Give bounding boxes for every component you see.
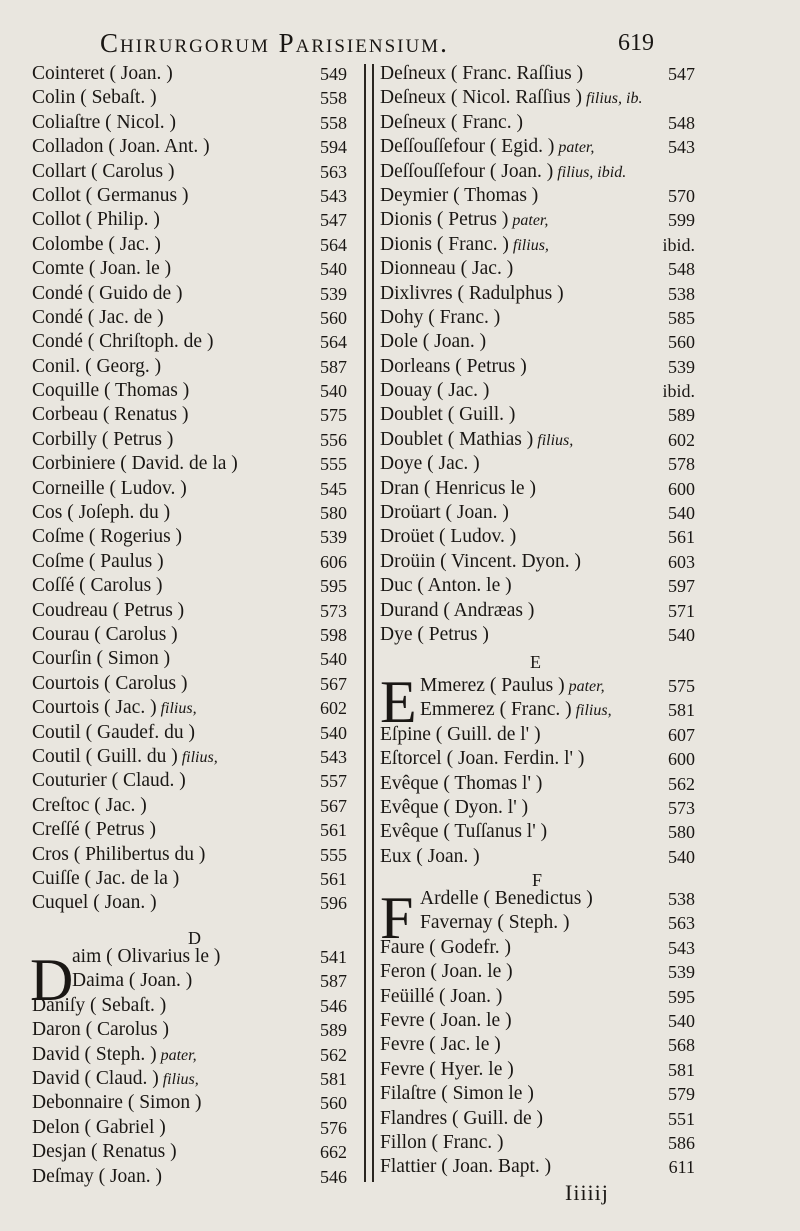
entry-page: 539 xyxy=(668,962,695,983)
index-entry xyxy=(32,452,357,476)
entry-name: Dohy ( Franc. ) xyxy=(380,306,501,328)
index-entry xyxy=(32,1018,357,1042)
entry-name: Fevre ( Hyer. le ) xyxy=(380,1058,514,1080)
index-entry xyxy=(380,820,705,844)
entry-page: 575 xyxy=(668,676,695,696)
index-entry xyxy=(380,184,705,208)
entry-page: 587 xyxy=(320,356,347,377)
entry-name: Deſneux ( Nicol. Raſſius ) filius, ib. xyxy=(380,87,643,109)
index-entry xyxy=(32,574,357,598)
index-entry xyxy=(32,550,357,574)
index-entry xyxy=(380,208,705,232)
entry-name: Coliaſtre ( Nicol. ) xyxy=(32,111,177,133)
entry-page: 585 xyxy=(668,307,695,328)
entry-tag: filius, xyxy=(508,236,549,254)
entry-name: Courtois ( Jac. ) filius, xyxy=(32,697,197,719)
index-entry xyxy=(32,501,357,525)
entry-name: Cos ( Joſeph. du ) xyxy=(32,502,171,524)
index-entry xyxy=(32,745,357,769)
entry-page: 589 xyxy=(320,1020,347,1041)
entry-tag: filius, xyxy=(177,748,218,766)
entry-page: 594 xyxy=(320,137,347,158)
entry-name: Condé ( Jac. de ) xyxy=(32,306,164,328)
entry-name: Doublet ( Mathias ) filius, xyxy=(380,428,574,450)
index-entry xyxy=(32,721,357,745)
entry-name: Courtois ( Carolus ) xyxy=(32,672,188,694)
entry-page: 545 xyxy=(320,478,347,499)
index-entry xyxy=(32,969,357,993)
entry-page: 543 xyxy=(668,937,695,958)
index-entry xyxy=(380,574,705,598)
index-entry xyxy=(380,1107,705,1131)
index-entry xyxy=(32,1165,357,1189)
entry-page: ibid. xyxy=(662,381,695,402)
entry-name: Coſme ( Rogerius ) xyxy=(32,526,183,548)
entry-name: Deſſouſſefour ( Egid. ) pater, xyxy=(380,136,595,158)
index-entry xyxy=(380,111,705,135)
index-entry xyxy=(380,960,705,984)
entry-name: Daron ( Carolus ) xyxy=(32,1019,170,1041)
entry-page: 557 xyxy=(320,771,347,792)
entry-name: Cuiſſe ( Jac. de la ) xyxy=(32,867,180,889)
left-column xyxy=(32,62,357,916)
entry-name: Deſneux ( Franc. ) xyxy=(380,111,523,133)
entry-name: Evêque ( Tuſſanus l' ) xyxy=(380,821,548,843)
dropcap-f: F xyxy=(380,885,414,951)
entry-name: Debonnaire ( Simon ) xyxy=(32,1092,202,1114)
entry-page: 580 xyxy=(668,822,695,843)
index-entry xyxy=(380,845,705,869)
entry-name: Coſme ( Paulus ) xyxy=(32,550,164,572)
index-entry xyxy=(380,452,705,476)
entry-name: Corbiniere ( David. de la ) xyxy=(32,453,238,475)
entry-page: 549 xyxy=(320,64,347,84)
entry-page: 581 xyxy=(668,700,695,721)
index-entry xyxy=(380,379,705,403)
index-entry xyxy=(380,623,705,647)
entry-name: Colladon ( Joan. Ant. ) xyxy=(32,136,210,158)
entry-page: 595 xyxy=(320,576,347,597)
entry-name: Faure ( Godefr. ) xyxy=(380,936,512,958)
entry-page: 538 xyxy=(668,889,695,909)
entry-page: 602 xyxy=(668,429,695,450)
section-letter-e: E xyxy=(530,652,541,672)
entry-page: 551 xyxy=(668,1108,695,1129)
index-entry xyxy=(380,86,705,110)
entry-page: 541 xyxy=(320,947,347,967)
entry-name: Conil. ( Georg. ) xyxy=(32,355,162,377)
right-column xyxy=(380,62,705,647)
entry-name: Duc ( Anton. le ) xyxy=(380,575,512,597)
entry-page: 558 xyxy=(320,112,347,133)
index-entry xyxy=(380,477,705,501)
entry-page: 547 xyxy=(668,64,695,84)
entry-name: Cuquel ( Joan. ) xyxy=(32,892,157,914)
index-entry xyxy=(380,723,705,747)
entry-tag: filius, xyxy=(571,702,612,720)
entry-name: Flattier ( Joan. Bapt. ) xyxy=(380,1156,552,1178)
column-rule xyxy=(372,64,374,1182)
entry-name: Dye ( Petrus ) xyxy=(380,623,489,645)
entry-page: 540 xyxy=(668,503,695,524)
entry-page: 662 xyxy=(320,1142,347,1163)
entry-name: Doye ( Jac. ) xyxy=(380,453,480,475)
index-entry xyxy=(32,994,357,1018)
entry-page: 560 xyxy=(320,1093,347,1114)
index-entry xyxy=(380,403,705,427)
entry-page: 581 xyxy=(320,1068,347,1089)
entry-name: Evêque ( Thomas l' ) xyxy=(380,772,543,794)
index-entry xyxy=(380,355,705,379)
index-entry xyxy=(380,160,705,184)
entry-page: 555 xyxy=(320,844,347,865)
entry-page: 543 xyxy=(320,746,347,767)
entry-name: Colin ( Sebaſt. ) xyxy=(32,87,157,109)
entry-name: Fevre ( Jac. le ) xyxy=(380,1034,501,1056)
index-entry xyxy=(32,525,357,549)
entry-page: 540 xyxy=(320,259,347,280)
entry-page: 570 xyxy=(668,185,695,206)
index-entry xyxy=(32,945,357,969)
entry-page: 561 xyxy=(320,820,347,841)
entry-page: 540 xyxy=(668,624,695,645)
entry-name: Daniſy ( Sebaſt. ) xyxy=(32,994,167,1016)
entry-page: 606 xyxy=(320,551,347,572)
entry-name: Douay ( Jac. ) xyxy=(380,380,490,402)
entry-page: 540 xyxy=(320,722,347,743)
index-entry xyxy=(32,135,357,159)
entry-page: 547 xyxy=(320,210,347,231)
section-letter-f: F xyxy=(532,870,543,890)
index-entry xyxy=(32,62,357,86)
entry-name: Deſneux ( Franc. Raſſius ) xyxy=(380,63,584,84)
index-entry xyxy=(32,672,357,696)
index-entry xyxy=(380,1131,705,1155)
index-entry xyxy=(380,1155,705,1179)
running-header xyxy=(0,28,800,64)
entry-name: Favernay ( Steph. ) xyxy=(420,912,570,934)
index-entry xyxy=(380,796,705,820)
index-entry xyxy=(380,698,705,722)
entry-page: 573 xyxy=(320,600,347,621)
column-rule xyxy=(364,64,366,1182)
entry-name: Creſtoc ( Jac. ) xyxy=(32,794,147,816)
entry-name: Droüet ( Ludov. ) xyxy=(380,526,517,548)
entry-name: Eſpine ( Guill. de l' ) xyxy=(380,723,541,745)
entry-tag: filius, xyxy=(158,1070,199,1088)
entry-name: Dionis ( Franc. ) filius, xyxy=(380,233,549,255)
index-entry xyxy=(380,674,705,698)
entry-page: 602 xyxy=(320,698,347,719)
entry-tag: pater, xyxy=(554,139,595,157)
section-f-entries xyxy=(380,887,705,1180)
entry-page: 597 xyxy=(668,576,695,597)
page-title: Chirurgorum Parisiensium. xyxy=(100,28,449,58)
entry-tag: pater, xyxy=(156,1046,197,1064)
index-entry xyxy=(380,501,705,525)
entry-name: Collot ( Germanus ) xyxy=(32,184,189,206)
dropcap-d: D xyxy=(30,947,74,1013)
entry-name: Droüin ( Vincent. Dyon. ) xyxy=(380,550,582,572)
entry-page: 600 xyxy=(668,749,695,770)
index-entry xyxy=(32,477,357,501)
entry-name: Dorleans ( Petrus ) xyxy=(380,355,527,377)
index-entry xyxy=(32,306,357,330)
index-entry xyxy=(32,843,357,867)
entry-name: Deſmay ( Joan. ) xyxy=(32,1165,162,1187)
entry-page: 575 xyxy=(320,405,347,426)
entry-page: 561 xyxy=(668,527,695,548)
entry-page: ibid. xyxy=(662,234,695,255)
section-e-entries xyxy=(380,669,705,869)
entry-name: Dionneau ( Jac. ) xyxy=(380,258,514,280)
index-entry xyxy=(32,1043,357,1067)
entry-page: 540 xyxy=(320,381,347,402)
entry-page: 556 xyxy=(320,429,347,450)
entry-page: 560 xyxy=(668,332,695,353)
index-entry xyxy=(32,233,357,257)
entry-name: Comte ( Joan. le ) xyxy=(32,258,172,280)
entry-name: Emmerez ( Franc. ) filius, xyxy=(420,699,612,721)
entry-page: 563 xyxy=(668,913,695,934)
entry-page: 567 xyxy=(320,673,347,694)
index-entry xyxy=(380,599,705,623)
index-entry xyxy=(32,403,357,427)
entry-page: 599 xyxy=(668,210,695,231)
index-entry xyxy=(380,911,705,935)
entry-page: 563 xyxy=(320,161,347,182)
index-entry xyxy=(380,257,705,281)
entry-name: Colombe ( Jac. ) xyxy=(32,233,161,255)
entry-page: 548 xyxy=(668,259,695,280)
entry-page: 580 xyxy=(320,503,347,524)
entry-name: Courau ( Carolus ) xyxy=(32,623,178,645)
index-entry xyxy=(32,330,357,354)
entry-name: Dionis ( Petrus ) pater, xyxy=(380,209,549,231)
entry-page: 548 xyxy=(668,112,695,133)
entry-name: Dixlivres ( Radulphus ) xyxy=(380,282,564,304)
entry-name: Courſin ( Simon ) xyxy=(32,648,171,670)
index-entry xyxy=(380,550,705,574)
entry-name: aim ( Olivarius le ) xyxy=(72,946,221,967)
index-entry xyxy=(32,1067,357,1091)
entry-page: 573 xyxy=(668,797,695,818)
entry-page: 543 xyxy=(668,137,695,158)
index-entry xyxy=(32,111,357,135)
entry-name: Mmerez ( Paulus ) pater, xyxy=(420,675,605,696)
entry-page: 571 xyxy=(668,600,695,621)
entry-name: Dran ( Henricus le ) xyxy=(380,477,536,499)
entry-page: 611 xyxy=(668,1157,695,1178)
entry-name: Feüillé ( Joan. ) xyxy=(380,985,503,1007)
entry-page: 567 xyxy=(320,795,347,816)
entry-page: 579 xyxy=(668,1084,695,1105)
index-entry xyxy=(32,599,357,623)
entry-page: 546 xyxy=(320,1166,347,1187)
entry-name: Deymier ( Thomas ) xyxy=(380,184,539,206)
entry-page: 595 xyxy=(668,986,695,1007)
entry-page: 539 xyxy=(320,283,347,304)
index-entry xyxy=(32,355,357,379)
entry-page: 586 xyxy=(668,1132,695,1153)
entry-page: 587 xyxy=(320,971,347,992)
entry-name: Condé ( Chriſtoph. de ) xyxy=(32,331,214,353)
entry-tag: pater, xyxy=(508,212,549,230)
entry-name: Fillon ( Franc. ) xyxy=(380,1131,504,1153)
entry-name: Droüart ( Joan. ) xyxy=(380,502,509,524)
entry-name: Durand ( Andræas ) xyxy=(380,599,535,621)
entry-name: Doublet ( Guill. ) xyxy=(380,404,516,426)
entry-name: Evêque ( Dyon. l' ) xyxy=(380,796,529,818)
entry-name: Delon ( Gabriel ) xyxy=(32,1116,166,1138)
entry-name: Corneille ( Ludov. ) xyxy=(32,477,187,499)
index-entry xyxy=(380,282,705,306)
entry-name: Eux ( Joan. ) xyxy=(380,845,480,867)
index-entry xyxy=(32,257,357,281)
entry-name: Filaſtre ( Simon le ) xyxy=(380,1083,534,1105)
index-entry xyxy=(32,1140,357,1164)
entry-page: 562 xyxy=(668,773,695,794)
entry-page: 540 xyxy=(320,649,347,670)
index-entry xyxy=(380,233,705,257)
index-entry xyxy=(32,891,357,915)
index-entry xyxy=(32,184,357,208)
entry-name: Cointeret ( Joan. ) xyxy=(32,63,173,84)
entry-page: 540 xyxy=(668,1010,695,1031)
entry-page: 543 xyxy=(320,185,347,206)
index-entry xyxy=(32,696,357,720)
entry-page: 546 xyxy=(320,995,347,1016)
index-entry xyxy=(32,623,357,647)
entry-name: Deſſouſſefour ( Joan. ) filius, ibid. xyxy=(380,160,627,182)
entry-page: 539 xyxy=(320,527,347,548)
index-entry xyxy=(380,747,705,771)
entry-name: Corbilly ( Petrus ) xyxy=(32,428,174,450)
entry-name: Eſtorcel ( Joan. Ferdin. l' ) xyxy=(380,748,585,770)
index-entry xyxy=(32,379,357,403)
index-entry xyxy=(380,936,705,960)
section-d-entries xyxy=(32,945,357,1189)
dropcap-e: E xyxy=(380,669,417,735)
entry-page: 538 xyxy=(668,283,695,304)
entry-name: Creſſé ( Petrus ) xyxy=(32,819,157,841)
index-entry xyxy=(32,282,357,306)
entry-page: 589 xyxy=(668,405,695,426)
entry-name: Daima ( Joan. ) xyxy=(72,970,193,992)
index-entry xyxy=(32,1091,357,1115)
entry-page: 581 xyxy=(668,1059,695,1080)
entry-tag: filius, xyxy=(533,431,574,449)
index-entry xyxy=(380,428,705,452)
entry-name: David ( Claud. ) filius, xyxy=(32,1067,199,1089)
index-entry xyxy=(32,86,357,110)
index-entry xyxy=(32,160,357,184)
index-entry xyxy=(32,1116,357,1140)
index-entry xyxy=(32,647,357,671)
index-entry xyxy=(380,1009,705,1033)
index-entry xyxy=(380,1082,705,1106)
entry-page: 561 xyxy=(320,868,347,889)
entry-tag: filius, ibid. xyxy=(553,163,627,181)
entry-page: 598 xyxy=(320,624,347,645)
entry-page: 540 xyxy=(668,846,695,867)
entry-tag: filius, ib. xyxy=(582,90,643,108)
entry-name: Feron ( Joan. le ) xyxy=(380,961,513,983)
entry-name: Coutil ( Guill. du ) filius, xyxy=(32,745,218,767)
entry-page: 539 xyxy=(668,356,695,377)
index-entry xyxy=(32,867,357,891)
entry-name: Cros ( Philibertus du ) xyxy=(32,843,206,865)
entry-page: 596 xyxy=(320,893,347,914)
entry-tag: filius, xyxy=(156,700,197,718)
entry-name: Condé ( Guido de ) xyxy=(32,282,183,304)
page-number: 619 xyxy=(618,30,654,56)
index-entry xyxy=(32,818,357,842)
entry-name: Corbeau ( Renatus ) xyxy=(32,404,189,426)
entry-tag: pater, xyxy=(564,678,605,695)
entry-name: Coſſé ( Carolus ) xyxy=(32,575,163,597)
index-entry xyxy=(380,135,705,159)
entry-name: Fevre ( Joan. le ) xyxy=(380,1009,512,1031)
entry-name: Dole ( Joan. ) xyxy=(380,331,487,353)
entry-name: Coutil ( Gaudef. du ) xyxy=(32,721,196,743)
index-entry xyxy=(380,330,705,354)
entry-name: David ( Steph. ) pater, xyxy=(32,1043,197,1065)
entry-page: 562 xyxy=(320,1044,347,1065)
index-entry xyxy=(380,772,705,796)
entry-name: Collot ( Philip. ) xyxy=(32,209,160,231)
index-entry xyxy=(32,208,357,232)
entry-page: 576 xyxy=(320,1117,347,1138)
index-entry xyxy=(380,1058,705,1082)
entry-page: 607 xyxy=(668,724,695,745)
index-entry xyxy=(380,985,705,1009)
entry-page: 564 xyxy=(320,234,347,255)
entry-page: 558 xyxy=(320,88,347,109)
signature-mark: Iiiiij xyxy=(565,1180,609,1205)
entry-name: Coquille ( Thomas ) xyxy=(32,380,190,402)
entry-name: Couturier ( Claud. ) xyxy=(32,770,186,792)
entry-page: 564 xyxy=(320,332,347,353)
entry-name: Collart ( Carolus ) xyxy=(32,160,175,182)
entry-page: 560 xyxy=(320,307,347,328)
entry-name: Desjan ( Renatus ) xyxy=(32,1141,177,1163)
entry-page: 568 xyxy=(668,1035,695,1056)
section-letter-d: D xyxy=(188,928,201,948)
entry-page: 555 xyxy=(320,454,347,475)
entry-page: 600 xyxy=(668,478,695,499)
index-entry xyxy=(32,769,357,793)
index-entry xyxy=(32,428,357,452)
entry-name: Flandres ( Guill. de ) xyxy=(380,1107,544,1129)
entry-page: 603 xyxy=(668,551,695,572)
entry-page: 578 xyxy=(668,454,695,475)
entry-name: Coudreau ( Petrus ) xyxy=(32,599,185,621)
entry-name: Ardelle ( Benedictus ) xyxy=(420,888,593,909)
index-entry xyxy=(380,525,705,549)
index-entry xyxy=(380,62,705,86)
index-entry xyxy=(380,1033,705,1057)
index-entry xyxy=(32,794,357,818)
index-entry xyxy=(380,887,705,911)
index-entry xyxy=(380,306,705,330)
